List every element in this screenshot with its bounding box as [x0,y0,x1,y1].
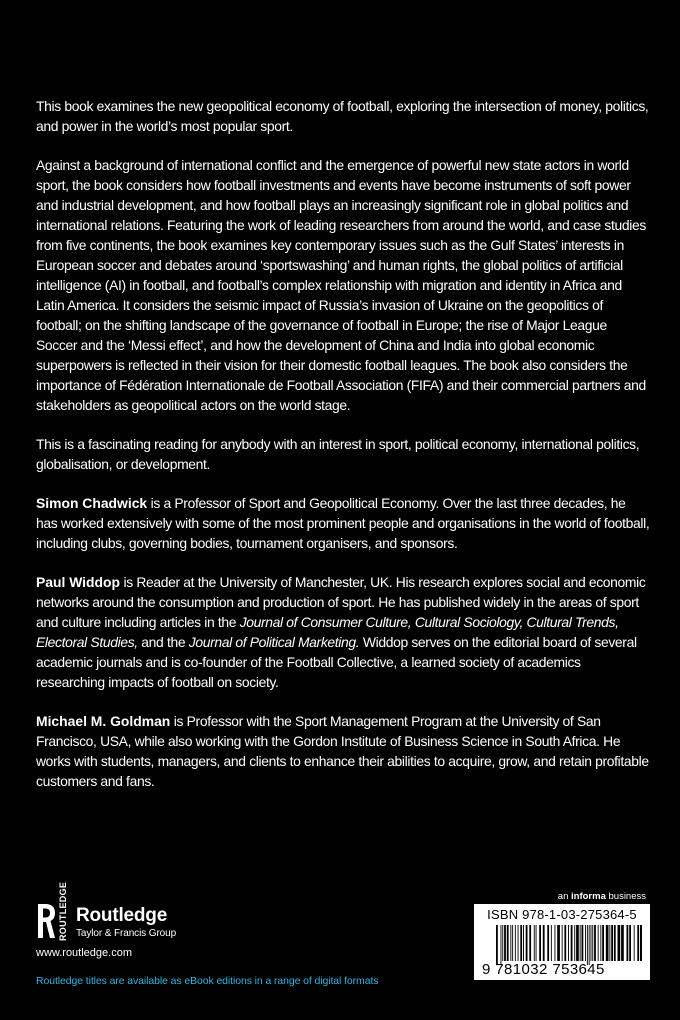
barcode-bar [526,925,528,961]
isbn-label: ISBN 978-1-03-275364-5 [487,907,637,922]
barcode-bar [529,925,531,961]
barcode-bar [621,925,624,961]
barcode-bar [520,925,522,961]
author-bio-text: and the [137,634,189,650]
barcode-bar [501,925,502,965]
informa-wordmark: informa [571,891,606,902]
barcode-bar [551,925,552,961]
author-bio-goldman [36,711,650,791]
barcode-bar [557,925,560,961]
barcode-bar [568,925,569,961]
barcode-bar [585,925,586,961]
isbn-barcode-panel [474,904,650,980]
barcode-bar [536,925,537,961]
barcode-bar [602,925,604,961]
barcode-bar [587,925,588,965]
barcode-bar [534,925,535,961]
barcode-bar [594,925,596,961]
journal-titles: Journal of Consumer Culture, Cultural Sociology, Cultural Trends, Electoral Studies, [36,614,619,650]
blurb-main: Against a background of international conflict and the emergence of powerful new state actors in world sport, the book considers how football investments and events have become instruments of soft power and industrial development, and how football plays an increasingly significant role in global politics and international relations. Featuring the work of leading researchers from around the world, and case studies from five continents, the book examines key contemporary issues such as the Gulf States’ interests in European soccer and debates around ‘sportswashing’ and human rights, the global politics of artificial intelligence (AI) in football, and football’s complex relationship with migration and identity in Africa and Latin America. It considers the seismic impact of Russia’s invasion of Ukraine on the geopolitics of football; on the shifting landscape of the governance of football in Europe; the rise of Major League Soccer and the ‘Messi effect’, and how the development of China and India into global economic superpowers is reflected in their vision for their domestic football leagues. The book also considers the importance of Fédération Internationale de Football Association (FIFA) and their commercial partners and stakeholders as geopolitical actors on the world stage. [36,157,646,413]
informa-business-label: an informa business [557,891,646,902]
publisher-group: Taylor & Francis Group [76,928,177,939]
author-bio-text: Widdop serves on the editorial board of several academic journals and is co-founder of the Football Collective, a learned society of academics researching impacts of football on society. [36,634,637,690]
barcode-bar [609,925,610,961]
barcode-bar [598,925,599,961]
barcode-bar [571,925,573,961]
barcode-bar [640,925,642,961]
ebook-note: Routledge titles are available as eBook editions in a range of digital formats [36,975,379,987]
barcode-bar [555,925,556,961]
barcode-bar [502,925,503,961]
author-bio-text: is a Professor of Sport and Geopolitical Economy. Over the last three decades, he has worked extensively with some of the most prominent people and organisations in the world of football, including clubs, governing bodies, tournament organisers, and sponsors. [36,495,650,551]
author-name: Simon Chadwick [36,495,148,511]
barcode-bar [496,925,498,965]
publisher-logo [36,881,236,942]
barcode-bar [580,925,581,961]
barcode-bar [611,925,613,961]
author-bio-text: is Professor with the Sport Management Program at the University of San Francisco, USA, while also working with the Gordon Institute of Business Science in South Africa. He works with students, managers, and clients to enhance their abilities to acquire, grow, and retain profitable customers and fans. [36,713,649,789]
barcode-bar [518,925,519,961]
back-cover-text [36,96,650,810]
barcode-bar [629,925,631,961]
barcode-digits: 9 781032 753645 [482,961,605,978]
barcode-bar [574,925,575,961]
barcode-bar [510,925,511,961]
barcode-bar [523,925,524,961]
barcode-bar [543,925,545,961]
barcode-bar [606,925,609,961]
barcode-bar [634,925,635,961]
barcode-bar [515,925,516,961]
author-bio-chadwick [36,493,650,553]
author-name: Paul Widdop [36,574,120,590]
barcode-bar [591,925,592,961]
barcode-bar [562,925,563,961]
barcode-bar [637,925,639,961]
logo-vertical-wordmark: ROUTLEDGE [58,881,68,941]
barcode-bar [582,925,584,961]
barcode-bar [547,925,549,961]
barcode-bar [576,925,579,961]
barcode-icon [494,925,642,965]
journal-titles: Journal of Political Marketing. [188,634,360,650]
barcode-bar [539,925,541,961]
barcode-bar [589,925,590,965]
blurb-intro: This book examines the new geopolitical economy of football, exploring the intersection of money, politics, and power in the world’s most popular sport. [36,98,649,134]
barcode-bar [614,925,616,961]
barcode-bar [600,925,601,961]
author-name: Michael M. Goldman [36,713,171,729]
author-bio-text: is Reader at the University of Manchester, UK. His research explores social and economic networks around the consumption and production of sport. He has published widely in the areas of sport and culture including articles in the [36,574,646,630]
barcode-bar [507,925,509,961]
author-bio-widdop [36,572,650,692]
publisher-website: www.routledge.com [36,947,132,959]
barcode-bar [512,925,513,961]
barcode-bar [592,925,593,961]
barcode-bar [564,925,566,961]
barcode-bar [618,925,621,961]
routledge-logo-icon [36,902,56,940]
barcode-bar [627,925,629,961]
blurb-audience: This is a fascinating reading for anybody with an interest in sport, political economy, international politics, globalisation, or development. [36,436,640,472]
barcode-bar [504,925,506,961]
publisher-name: Routledge [76,905,168,926]
